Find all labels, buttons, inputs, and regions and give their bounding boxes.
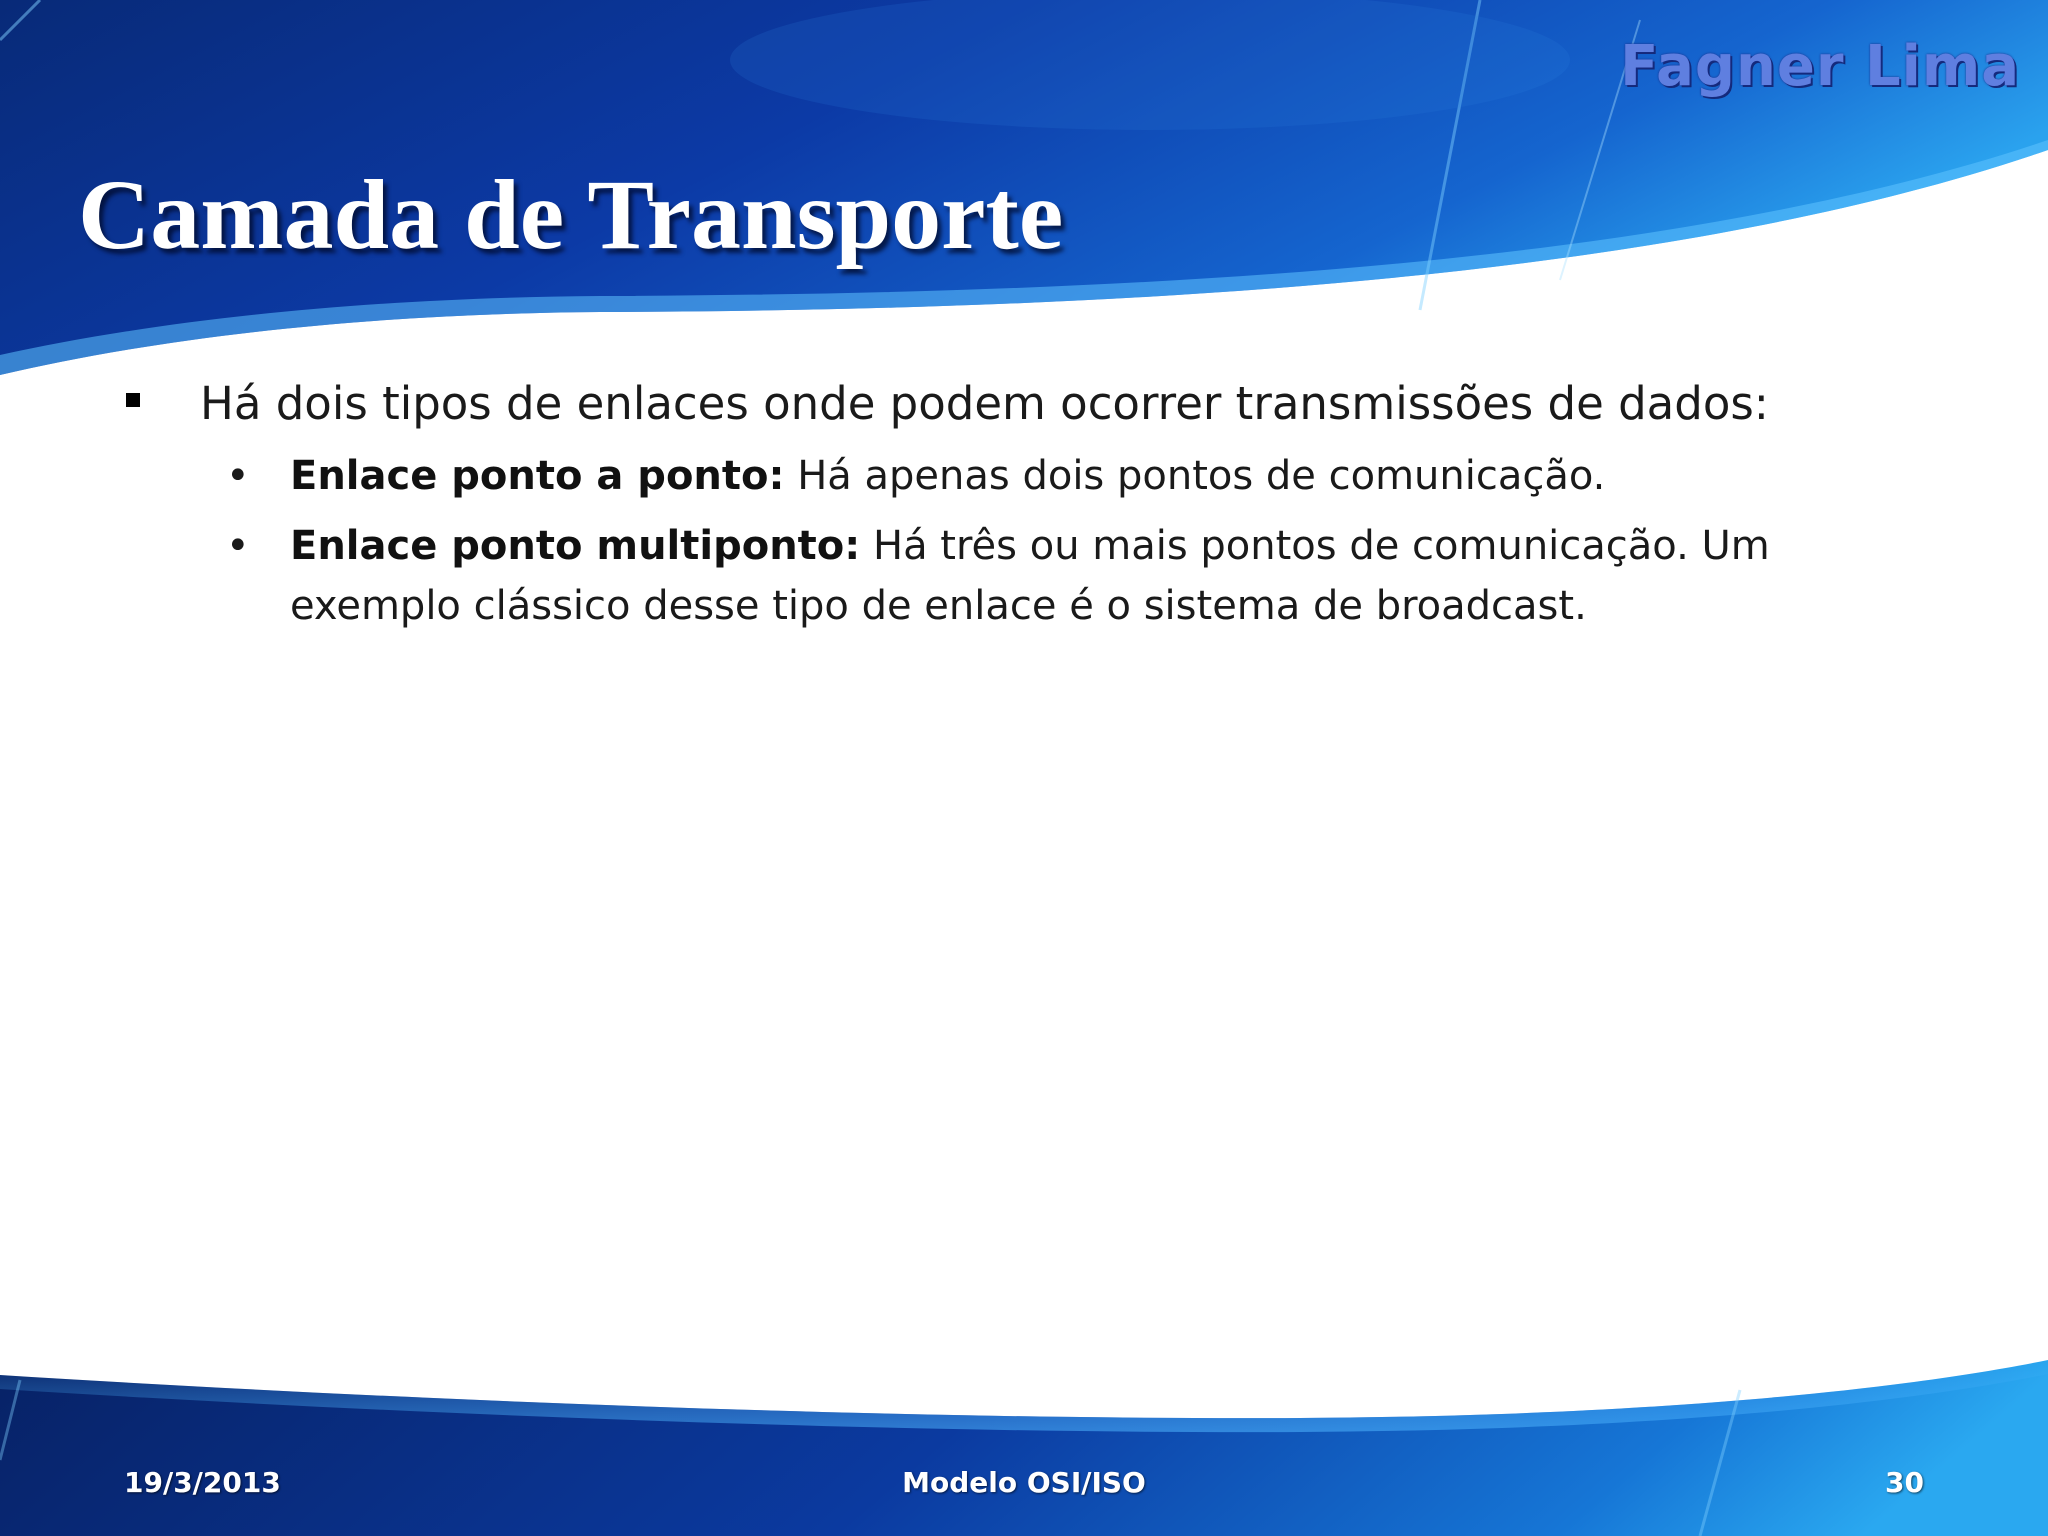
slide-footer bbox=[0, 1466, 2048, 1506]
sub-bullet-text: Há apenas dois pontos de comunicação. bbox=[784, 453, 1606, 499]
slide-title: Camada de Transporte bbox=[78, 159, 1064, 270]
brand-logo: Fagner Lima bbox=[1620, 34, 2020, 99]
slide-content bbox=[0, 372, 2048, 636]
footer-title: Modelo OSI/ISO bbox=[902, 1466, 1146, 1499]
round-bullet-icon: • bbox=[226, 523, 250, 569]
page-number: 30 bbox=[1885, 1466, 1924, 1499]
square-bullet-icon bbox=[126, 393, 140, 407]
round-bullet-icon: • bbox=[226, 453, 250, 499]
sub-bullet-term: Enlace ponto a ponto: bbox=[290, 453, 785, 499]
bullet-item-1 bbox=[200, 372, 1960, 436]
bullet-text: Há dois tipos de enlaces onde podem ocorrer transmissões de dados: bbox=[200, 377, 1769, 430]
footer-date: 19/3/2013 bbox=[124, 1466, 281, 1499]
sub-bullet-text: Há três ou mais pontos de comunicação. Um exemplo clássico desse tipo de enlace é o sistema de broadcast. bbox=[290, 523, 1770, 629]
sub-bullet-term: Enlace ponto multiponto: bbox=[290, 523, 861, 569]
sub-bullet-item-1 bbox=[226, 446, 1850, 506]
sub-bullet-item-2 bbox=[226, 516, 1850, 636]
